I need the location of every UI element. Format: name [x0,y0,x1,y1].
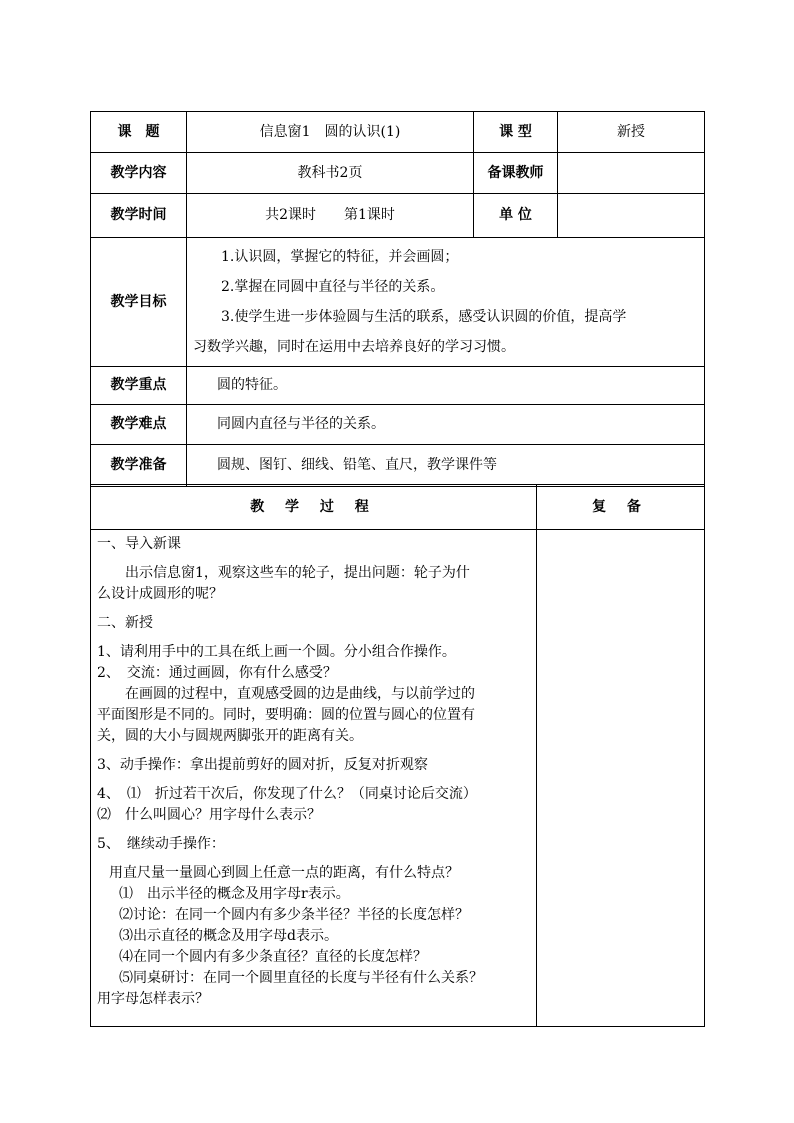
lesson-type-label: 课 型 [474,112,558,153]
prep-value: 圆规、图钉、细线、铅笔、直尺，教学课件等 [187,445,705,487]
goal-item: 习数学兴趣，同时在运用中去培养良好的学习习惯。 [193,339,515,355]
process-line: ⑷在同一个圆内有多少条直径？直径的长度怎样？ [119,949,427,965]
difficulty-label: 教学难点 [91,405,187,445]
prep-label: 教学准备 [91,445,187,487]
prep-row [91,445,705,487]
unit-value [558,194,705,238]
title-value: 信息窗1 圆的认识(1) [187,112,474,153]
process-line: 3、动手操作：拿出提前剪好的圆对折，反复对折观察 [97,757,428,773]
process-line: 1、请利用手中的工具在纸上画一个圆。分小组合作操作。 [97,644,456,660]
process-line: 平面图形是不同的。同时，要明确：圆的位置与圆心的位置有 [97,707,475,723]
process-line: 关，圆的大小与圆规两脚张开的距离有关。 [97,728,363,744]
process-line: 用字母怎样表示？ [97,991,209,1007]
process-line: ⑸同桌研讨：在同一个圆里直径的长度与半径有什么关系？ [119,970,483,986]
process-line: ⑵讨论：在同一个圆内有多少条半径？半径的长度怎样？ [119,907,469,923]
focus-label: 教学重点 [91,367,187,405]
process-line: 5、 继续动手操作： [97,836,225,852]
goals-row [91,238,705,367]
time-row [91,194,705,238]
goal-item: 3.使学生进一步体验圆与生活的联系，感受认识圆的价值，提高学 [221,309,627,325]
process-line: 么设计成圆形的呢？ [97,586,223,602]
difficulty-value: 同圆内直径与半径的关系。 [187,405,705,445]
process-line: 2、 交流：通过画圆，你有什么感受？ [97,665,337,681]
lesson-type-value: 新授 [558,112,705,153]
goals-content [187,238,705,367]
process-content [91,530,537,1027]
unit-label: 单 位 [474,194,558,238]
process-line: 4、 ⑴ 折过若干次后，你发现了什么？（同桌讨论后交流） [97,786,477,802]
process-line: ⑶出示直径的概念及用字母d表示。 [119,928,338,944]
process-line: 一、导入新课 [97,536,181,552]
goals-label: 教学目标 [91,238,187,367]
lesson-info-table [90,111,705,487]
content-value: 教科书2页 [187,153,474,194]
teaching-process-table [90,484,705,1027]
process-line: 在画圆的过程中，直观感受圆的边是曲线，与以前学过的 [125,686,475,702]
title-row [91,112,705,153]
notes-heading: 复 备 [537,485,705,530]
difficulty-row [91,405,705,445]
time-label: 教学时间 [91,194,187,238]
teacher-value [558,153,705,194]
content-label: 教学内容 [91,153,187,194]
process-line: ⑵ 什么叫圆心？用字母什么表示？ [97,807,321,823]
process-line: 出示信息窗1，观察这些车的轮子，提出问题：轮子为什 [125,565,470,581]
notes-column [537,530,705,1027]
process-body-row [91,530,705,1027]
goal-item: 1.认识圆，掌握它的特征，并会画圆； [221,249,459,265]
process-line: 二、新授 [97,615,153,631]
process-header-row [91,485,705,530]
title-label: 课 题 [91,112,187,153]
content-row [91,153,705,194]
teacher-label: 备课教师 [474,153,558,194]
process-line: ⑴ 出示半径的概念及用字母r表示。 [119,886,350,902]
focus-row [91,367,705,405]
process-heading: 教 学 过 程 [91,485,537,530]
time-value: 共2课时 第1课时 [187,194,474,238]
focus-value: 圆的特征。 [187,367,705,405]
process-line: 用直尺量一量圆心到圆上任意一点的距离，有什么特点？ [109,865,459,881]
goal-item: 2.掌握在同圆中直径与半径的关系。 [221,279,445,295]
